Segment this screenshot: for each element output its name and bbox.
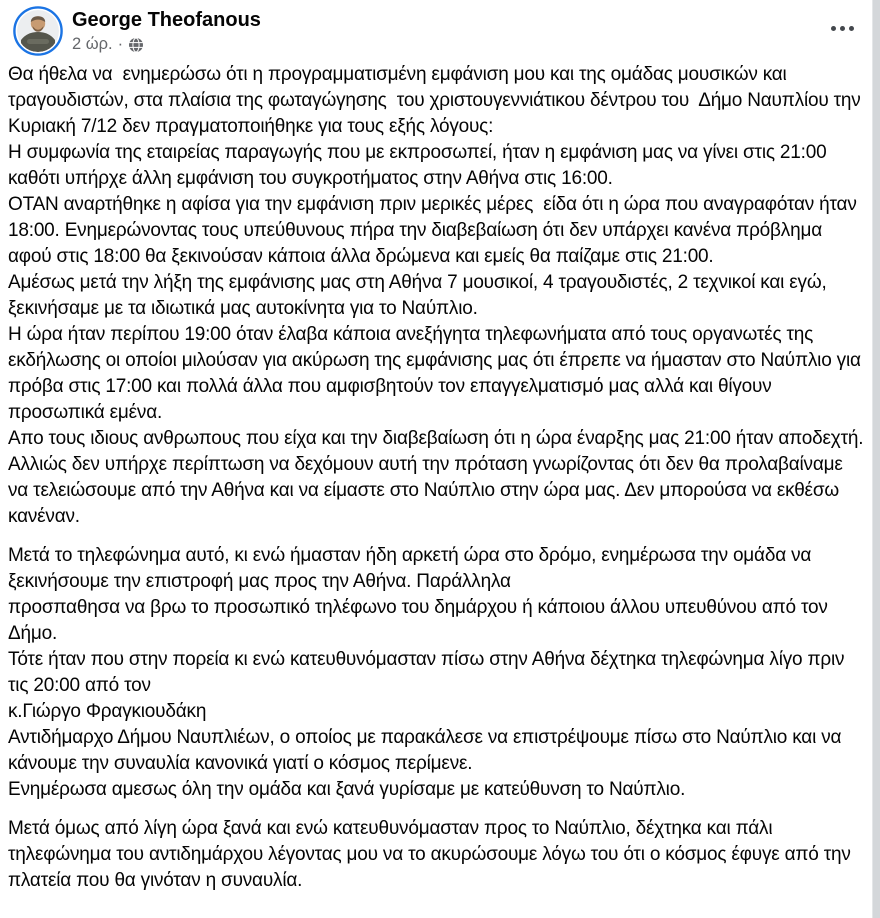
post-paragraph: Η συμφωνία της εταιρείας παραγωγής που με εκπροσωπεί, ήταν η εμφάνιση μας να γίνει στις 21:00 καθότι υπήρχε άλλη εμφάνιση του συγκροτήματος στην Αθήνα στις 16:00. — [8, 142, 832, 189]
meta-separator: · — [117, 35, 124, 53]
avatar[interactable] — [13, 6, 63, 56]
post-paragraph: Αλλιώς δεν υπήρχε περίπτωση να δεχόμουν αυτή την πρόταση γνωρίζοντας ότι δεν θα προλαβαίναμε να τελειώσουμε από την Αθήνα και να είμαστε στο Ναύπλιο στην ώρα μας. Δεν μπορούσα να εκθέσω κανέναν. — [8, 454, 848, 527]
author-name[interactable]: George Theofanous — [72, 9, 261, 31]
post-paragraph: Τότε ήταν που στην πορεία κι ενώ κατευθυνόμασταν πίσω στην Αθήνα δέχτηκα τηλεφώνημα λίγο πριν τις 20:00 από τον — [8, 649, 850, 696]
post-paragraph: Μετά όμως από λίγη ώρα ξανά και ενώ κατευθυνόμασταν προς το Ναύπλιο, δέχτηκα και πάλι τηλεφώνημα του αντιδημάρχου λέγοντας μου να το ακυρώσουμε λόγω του ότι ο κόσμος έφυγε από την πλατεία που θα γινόταν η συναυλία. — [8, 818, 856, 891]
scrollbar[interactable] — [872, 0, 880, 918]
post-paragraph: Μετά το τηλεφώνημα αυτό, κι ενώ ήμασταν ήδη αρκετή ώρα στο δρόμο, ενημέρωσα την ομάδα να ξεκινήσουμε την επιστροφή μας προς την Αθήνα. Παράλληλα — [8, 545, 817, 592]
ellipsis-icon — [849, 26, 854, 31]
post-meta — [72, 34, 261, 55]
post-body — [0, 60, 872, 894]
post-paragraph: προσπαθησα να βρω το προσωπικό τηλέφωνο του δημάρχου ή κάποιου άλλου υπευθύνου από τον Δήμο. — [8, 597, 832, 644]
post-options-button[interactable] — [829, 20, 856, 37]
post-paragraph: Η ώρα ήταν περίπου 19:00 όταν έλαβα κάποια ανεξήγητα τηλεφωνήματα από τους οργανωτές της εκδήλωσης οι οποίοι μιλούσαν για ακύρωση της εμφάνισης μας ότι έπρεπε να ήμασταν στο Ναύπλιο για πρόβα στις 17:00 και πολλά άλλα που αμφισβητούν τον επαγγελματισμό μας αλλά και θίγουν προσωπικά εμένα. — [8, 324, 866, 423]
post-paragraph: Απο τους ιδιους ανθρωπους που είχα και την διαβεβαίωση ότι η ώρα έναρξης μας 21:00 ήταν αποδεχτή. — [8, 428, 864, 449]
post-paragraph: Αντιδήμαρχο Δήμου Ναυπλιέων, ο οποίος με παρακάλεσε να επιστρέψουμε πίσω στο Ναύπλιο και να κάνουμε την συναυλία κανονικά γιατί ο κόσμος περίμενε. — [8, 727, 847, 774]
post-header — [0, 0, 872, 60]
post-paragraph: Αμέσως μετά την λήξη της εμφάνισης μας στη Αθήνα 7 μουσικοί, 4 τραγουδιστές, 2 τεχνικοί και εγώ, ξεκινήσαμε με τα ιδιωτικά μας αυτοκίνητα για το Ναύπλιο. — [8, 272, 832, 319]
post-paragraph: Ενημέρωσα αμεσως όλη την ομάδα και ξανά γυρίσαμε με κατεύθυνση το Ναύπλιο. — [8, 779, 686, 800]
globe-icon — [128, 37, 144, 53]
header-text — [72, 7, 261, 55]
post-paragraph: Θα ήθελα να ενημερώσω ότι η προγραμματισμένη εμφάνιση μου και της ομάδας μουσικών και τραγουδιστών, στα πλαίσια της φωταγώγησης του χριστουγεννιάτικου δέντρου του Δήμο Ναυπλίου την Κυριακή 7/12 δεν πραγματοποιήθηκε για τους εξής λόγους: — [8, 64, 866, 137]
timestamp[interactable]: 2 ώρ. — [72, 35, 113, 53]
post-paragraph: ΟΤΑΝ αναρτήθηκε η αφίσα για την εμφάνιση πριν μερικές μέρες είδα ότι η ώρα που αναγραφόταν ήταν 18:00. Ενημερώνοντας τους υπεύθυνους πήρα την διαβεβαίωση ότι δεν υπάρχει κανένα πρόβλημα αφού στις 18:00 θα ξεκινούσαν κάποια άλλα δρώμενα και εμείς θα παίζαμε στις 21:00. — [8, 194, 862, 267]
avatar-photo — [13, 6, 63, 56]
ellipsis-icon — [840, 26, 845, 31]
post-paragraph: κ.Γιώργο Φραγκιουδάκη — [8, 701, 207, 722]
ellipsis-icon — [831, 26, 836, 31]
